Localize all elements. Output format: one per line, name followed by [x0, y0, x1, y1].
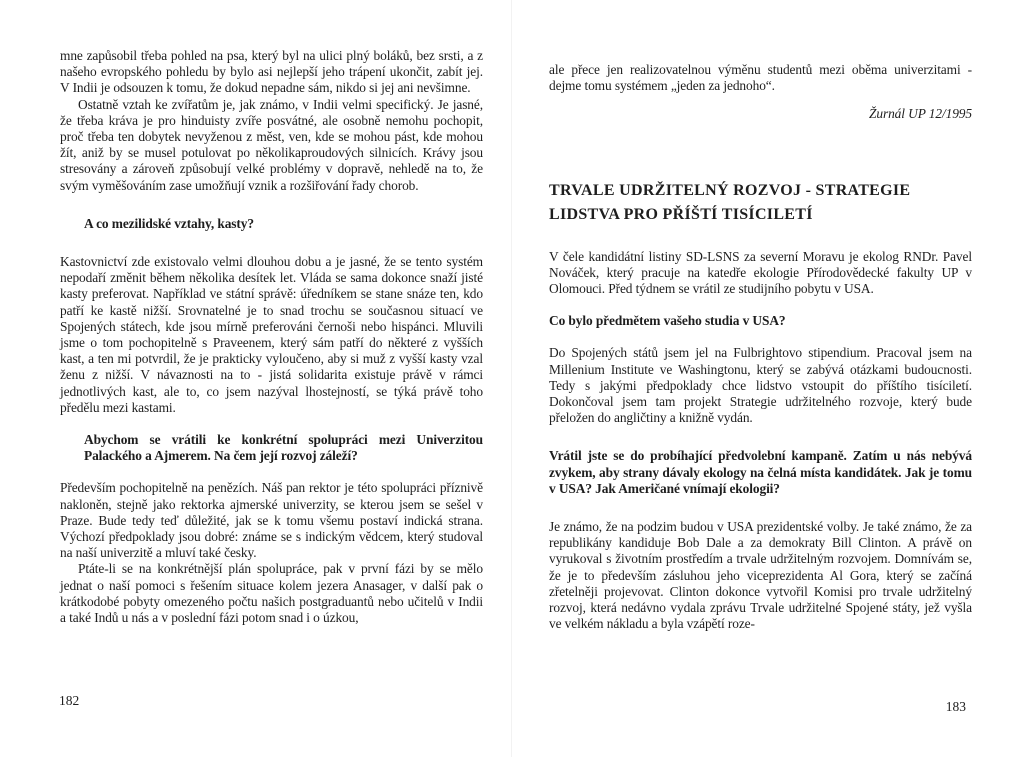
left-text-column [60, 48, 483, 626]
lead-paragraph: V čele kandidátní listiny SD-LSNS za severní Moravu je ekolog RNDr. Pavel Nováček, který pracuje na katedře ekologie Přírodovědecké fakulty UP v Olomouci. Před týdnem se vrátil ze studijního pobytu v USA. [549, 248, 972, 297]
paragraph: Kastovnictví zde existovalo velmi dlouhou dobu a je jasné, že se tento systém nepodaří změnit během několika desítek let. Vláda se sama dokonce snaží jisté kasty preferovat. Například ve státní správě: úředníkem se stane snáze ten, kdo patří ke kastě nižší. Srovnatelné je to snad trochu se současnou situací ve Spojených státech, kde jsou mírně preferováni černoši nebo hispánci. Mluvili jsme o tom pochopitelně s Praveenem, který sám patří do některé z vyšších kast, a ten mi potvrdil, že je prakticky vyloučeno, aby si muž z vyšší kasty vzal ženu z nižší. V návaznosti na to - jistá solidarita existuje právě v rámci jednotlivých kast, ale to, co jsem nazýval lhostejností, se týká právě toho předělu mezi kastami. [60, 254, 483, 415]
page-number: 182 [59, 693, 80, 708]
interview-question: Co bylo předmětem vašeho studia v USA? [549, 313, 786, 329]
paragraph: ale přece jen realizovatelnou výměnu studentů mezi oběma univerzitami - dejme tomu systémem „jeden za jednoho“. [549, 62, 972, 94]
paragraph: Je známo, že na podzim budou v USA prezidentské volby. Je také známo, že za republikány kandiduje Bob Dale a za demokraty Bill Clinton. A právě on vyrukoval s životním prostředím a trvale udržitelným rozvojem. Domnívám se, že je to především zásluhou jeho viceprezidenta Al Gora, který se začíná zřetelněji projevovat. Clinton dokonce vytvořil Komisi pro trvale udržitelný rozvoj, která nedávno vydala zprávu Trvale udržitelné Spojené státy, jež vyšla ve velkém nákladu a byla vzápětí roze- [549, 519, 972, 632]
interview-question: Abychom se vrátili ke konkrétní spolupráci mezi Univerzitou Palackého a Ajmerem. Na čem její rozvoj záleží? [84, 432, 483, 464]
interview-question: Vrátil jste se do probíhající předvolební kampaně. Zatím u nás nebývá zvykem, aby strany dávaly ekology na čelná místa kandidátek. Jak je tomu v USA? Jak Američané vnímají ekologii? [549, 448, 972, 496]
paragraph: Ptáte-li se na konkrétnější plán spolupráce, pak v první fázi by se mělo jednat o naší pomoci s řešením situace kolem jezera Anasager, v další pak o krátkodobé pobyty omezeného počtu našich postgraduantů nebo učitelů v Indii a také Indů u nás a v poslední fázi potom snad i o úzkou, [60, 561, 483, 626]
right-page [512, 0, 1024, 757]
interview-question: A co mezilidské vztahy, kasty? [84, 215, 254, 231]
paragraph: Do Spojených států jsem jel na Fulbrightovo stipendium. Pracoval jsem na Millenium Institute ve Washingtonu, který se zabývá otázkami budoucnosti. Tedy s jakými předpoklady chce lidstvo vstoupit do příštího tisíciletí. Dokončoval jsem tam projekt Strategie udržitelného rozvoje, který bude přeložen do angličtiny a knižně vydán. [549, 345, 972, 426]
article-title: TRVALE UDRŽITELNÝ ROZVOJ - STRATEGIE LIDSTVA PRO PŘÍŠTÍ TISÍCILETÍ [549, 181, 911, 223]
paragraph: Ostatně vztah ke zvířatům je, jak známo, v Indii velmi specifický. Je jasné, že třeba kráva je pro hinduisty zvíře posvátné, ale osobně nemohu pochopit, proč třeba ten dobytek nevyženou z měst, ven, kde se mohou pást, kde mohou žít, aniž by se musel potulovat po několikaproudových silnicích. Krávy jsou stresovány a zároveň způsobují velké problémy v dopravě, nehledě na to, že svým vyměšováním zase umožňují vznik a rozšiřování řady chorob. [60, 96, 483, 193]
paragraph: Především pochopitelně na penězích. Náš pan rektor je této spolupráci příznivě nakloněn, stejně jako rektorka ajmerské univerzity, se kterou jsem se sešel v Praze. Bude tedy teď důležité, jak se k tomu všemu postaví indická strana. Výchozí předpoklady jsou dobré: známe se s indickým vědcem, který studoval na naší univerzitě a mluví také česky. [60, 480, 483, 561]
right-text-column [549, 62, 972, 632]
page-number: 183 [945, 699, 966, 714]
source-signature: Žurnál UP 12/1995 [869, 106, 972, 122]
paragraph: mne zapůsobil třeba pohled na psa, který byl na ulici plný boláků, bez srsti, a z našeho evropského pohledu by bylo asi nejlepší jeho trápení ukončit, zabít jej. V Indii je odsouzen k tomu, že dokud nepadne sám, nikdo si jej ani nevšimne. [60, 48, 483, 96]
